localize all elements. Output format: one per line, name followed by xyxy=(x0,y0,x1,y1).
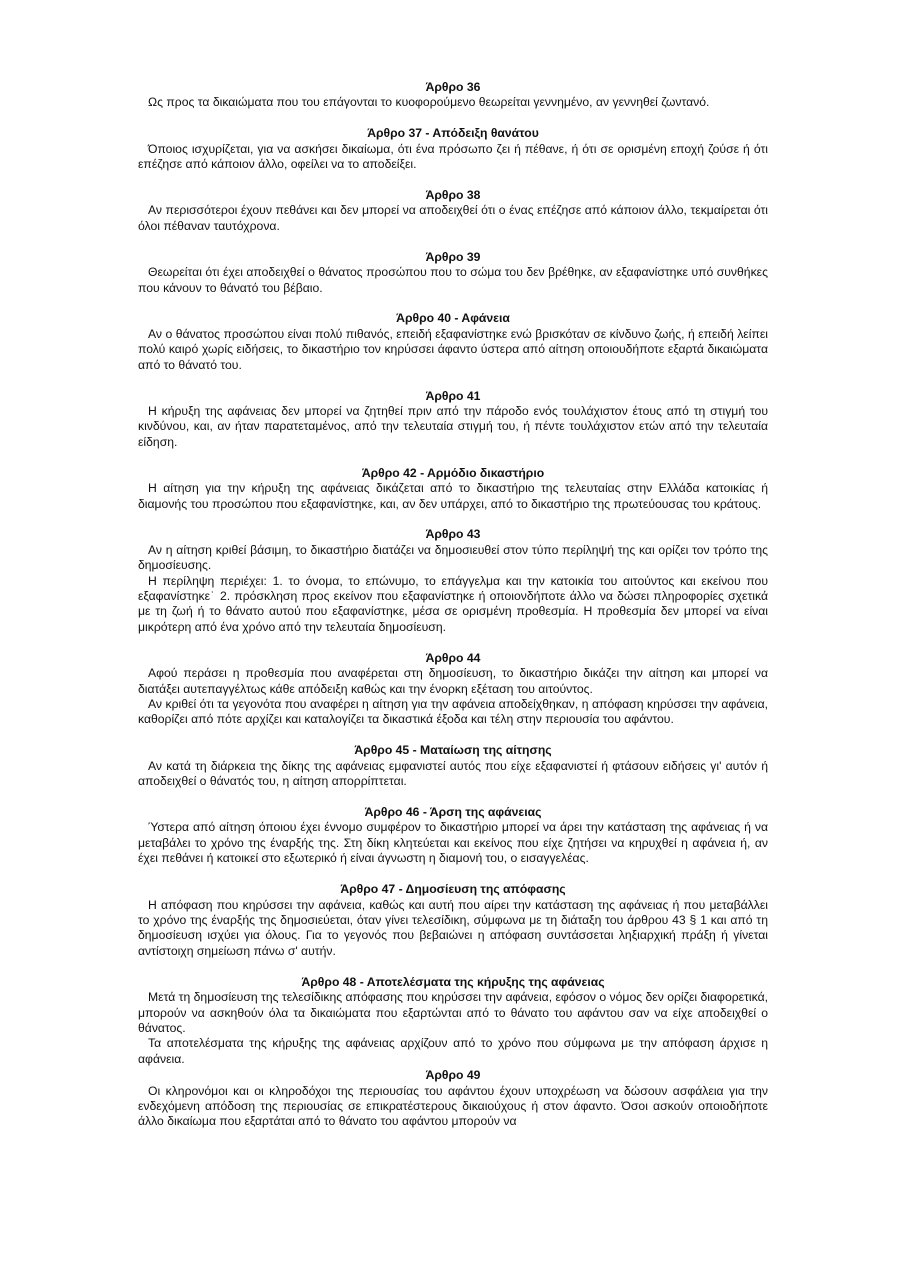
article-39 xyxy=(138,250,768,296)
article-paragraph: Η περίληψη περιέχει: 1. το όνομα, το επώνυμο, το επάγγελμα και την κατοικία του αιτούντος και εκείνου που εξαφανίστηκε˙ 2. πρόσκληση προς εκείνον που εξαφανίστηκε ή οποιονδήποτε άλλο να δώσει πληροφορίες σχετικά με τη ζωή ή το θάνατο αυτού που εξαφανίστηκε, μέσα σε ορισμένη προθεσμία. Η προθεσμία δεν μπορεί να είναι μικρότερη από ένα χρόνο από την τελευταία δημοσίευση. xyxy=(138,573,768,634)
article-paragraph: Ως προς τα δικαιώματα που του επάγονται το κυοφορούμενο θεωρείται γεννημένο, αν γεννηθεί ζωντανό. xyxy=(148,95,710,110)
article-38 xyxy=(138,188,768,234)
article-paragraph: Ύστερα από αίτηση όποιου έχει έννομο συμφέρον το δικαστήριο μπορεί να άρει την κατάσταση της αφάνειας ή να μεταβάλει το χρόνο της έναρξής της. Στη δίκη κλητεύεται και εκείνος που είχε ζητήσει να κηρυχθεί η αφάνεια ή, αν έχει πεθάνει ή κατοικεί στο εξωτερικό ή είναι άγνωστη η διαμονή του, ο εισαγγελέας. xyxy=(138,820,768,866)
article-title: Άρθρο 41 xyxy=(425,388,481,403)
article-paragraph: Οι κληρονόμοι και οι κληροδόχοι της περιουσίας του αφάντου έχουν υποχρέωση να δώσουν ασφάλεια για την ενδεχόμενη απόδοση της περιουσίας σε επικρατέστερους δικαιούχους ή στον άφαντο. Όσοι ασκούν οποιοδήποτε άλλο δικαίωμα που εξαρτάται από το θάνατο του αφάντου μπορούν να xyxy=(138,1083,768,1129)
article-44 xyxy=(138,651,768,728)
article-paragraph: Αν κατά τη διάρκεια της δίκης της αφάνειας εμφανιστεί αυτός που είχε εξαφανιστεί ή φτάσουν ειδήσεις γι' αυτόν ή αποδειχθεί ο θάνατός του, η αίτηση απορρίπτεται. xyxy=(138,758,768,789)
article-title: Άρθρο 39 xyxy=(425,249,481,264)
article-title: Άρθρο 36 xyxy=(425,80,481,94)
article-title: Άρθρο 45 - Ματαίωση της αίτησης xyxy=(354,743,552,758)
article-paragraph: Η αίτηση για την κήρυξη της αφάνειας δικάζεται από το δικαστήριο της τελευταίας στην Ελλάδα κατοικίας ή διαμονής του προσώπου που εξαφανίστηκε, και, αν δεν υπάρχει, από το δικαστήριο της πρωτεύουσας του κράτους. xyxy=(138,481,768,511)
article-paragraph: Όποιος ισχυρίζεται, για να ασκήσει δικαίωμα, ότι ένα πρόσωπο ζει ή πέθανε, ή ότι σε ορισμένη εποχή ζούσε ή ότι επέζησε από κάποιον άλλο, οφείλει να το αποδείξει. xyxy=(138,141,768,172)
article-37 xyxy=(138,126,768,172)
article-45 xyxy=(138,743,768,789)
article-title: Άρθρο 44 xyxy=(425,650,481,665)
article-title: Άρθρο 42 - Αρμόδιο δικαστήριο xyxy=(361,465,545,480)
article-paragraph: Θεωρείται ότι έχει αποδειχθεί ο θάνατος προσώπου που το σώμα του δεν βρέθηκε, αν εξαφανίστηκε υπό συνθήκες που κάνουν το θάνατό του βέβαιο. xyxy=(138,265,768,295)
article-title: Άρθρο 37 - Απόδειξη θανάτου xyxy=(367,126,539,141)
article-paragraph: Αφού περάσει η προθεσμία που αναφέρεται στη δημοσίευση, το δικαστήριο δικάζει την αίτηση και μπορεί να διατάξει αυτεπαγγέλτως κάθε απόδειξη καθώς και την ένορκη εξέταση του αιτούντος. xyxy=(138,666,768,696)
article-41 xyxy=(138,389,768,451)
article-title: Άρθρο 46 - Άρση της αφάνειας xyxy=(364,805,542,820)
article-36 xyxy=(138,80,768,111)
article-paragraph: Η απόφαση που κηρύσσει την αφάνεια, καθώς και αυτή που αίρει την κατάσταση της αφάνειας ή που μεταβάλλει το χρόνο της έναρξής της δημοσιεύεται, όταν γίνει τελεσίδικη, σύμφωνα με τη διάταξη του άρθρου 43 § 1 και από τη δημοσίευση ισχύει για όλους. Για το γεγονός που βεβαιώνει η απόφαση συντάσσεται ληξιαρχική πράξη ή γίνεται αντίστοιχη σημείωση πάνω σ' αυτήν. xyxy=(138,897,768,958)
article-title: Άρθρο 49 xyxy=(425,1068,481,1083)
article-42 xyxy=(138,466,768,512)
document-page xyxy=(138,80,768,1145)
article-paragraph: Αν η αίτηση κριθεί βάσιμη, το δικαστήριο διατάζει να δημοσιευθεί στον τύπο περίληψή της και ορίζει τον τρόπο της δημοσίευσης. xyxy=(138,542,768,573)
article-paragraph: Αν ο θάνατος προσώπου είναι πολύ πιθανός, επειδή εξαφανίστηκε ενώ βρισκόταν σε κίνδυνο ζωής, ή επειδή λείπει πολύ καιρό χωρίς ειδήσεις, το δικαστήριο τον κηρύσσει άφαντο ύστερα από αίτηση οποιουδήποτε εξαρτά δικαιώματα από το θάνατό του. xyxy=(138,326,768,372)
article-48 xyxy=(138,975,768,1067)
article-46 xyxy=(138,805,768,867)
article-paragraph: Αν περισσότεροι έχουν πεθάνει και δεν μπορεί να αποδειχθεί ότι ο ένας επέζησε από κάποιον άλλο, τεκμαίρεται ότι όλοι πέθαναν ταυτόχρονα. xyxy=(138,203,768,233)
article-title: Άρθρο 40 - Αφάνεια xyxy=(396,311,510,326)
article-43 xyxy=(138,527,768,635)
article-title: Άρθρο 48 - Αποτελέσματα της κήρυξης της αφάνειας xyxy=(301,974,605,989)
article-paragraph: Αν κριθεί ότι τα γεγονότα που αναφέρει η αίτηση για την αφάνεια αποδείχθηκαν, η απόφαση κηρύσσει την αφάνεια, καθορίζει από πότε αρχίζει και καταλογίζει τα δικαστικά έξοδα και τέλη στην περιουσία του αφάντου. xyxy=(138,697,768,727)
article-paragraph: Η κήρυξη της αφάνειας δεν μπορεί να ζητηθεί πριν από την πάροδο ενός τουλάχιστον έτους από τη στιγμή του κινδύνου, και, αν ήταν παρατεταμένος, από την τελευταία στιγμή του, ή πέντε τουλάχιστον ετών από την τελευταία είδηση. xyxy=(138,404,768,449)
article-title: Άρθρο 43 xyxy=(425,527,481,542)
article-49 xyxy=(138,1068,768,1130)
article-40 xyxy=(138,311,768,373)
article-title: Άρθρο 38 xyxy=(425,188,481,203)
article-paragraph: Μετά τη δημοσίευση της τελεσίδικης απόφασης που κηρύσσει την αφάνεια, εφόσον ο νόμος δεν ορίζει διαφορετικά, μπορούν να ασκηθούν όλα τα δικαιώματα που εξαρτώνται από το θάνατο του αφάντου σαν να είχε αποδειχθεί ο θάνατος. xyxy=(138,990,768,1035)
article-paragraph: Τα αποτελέσματα της κήρυξης της αφάνειας αρχίζουν από το χρόνο που σύμφωνα με την απόφαση άρχισε η αφάνεια. xyxy=(138,1036,768,1066)
article-title: Άρθρο 47 - Δημοσίευση της απόφασης xyxy=(340,882,566,897)
article-47 xyxy=(138,882,768,959)
